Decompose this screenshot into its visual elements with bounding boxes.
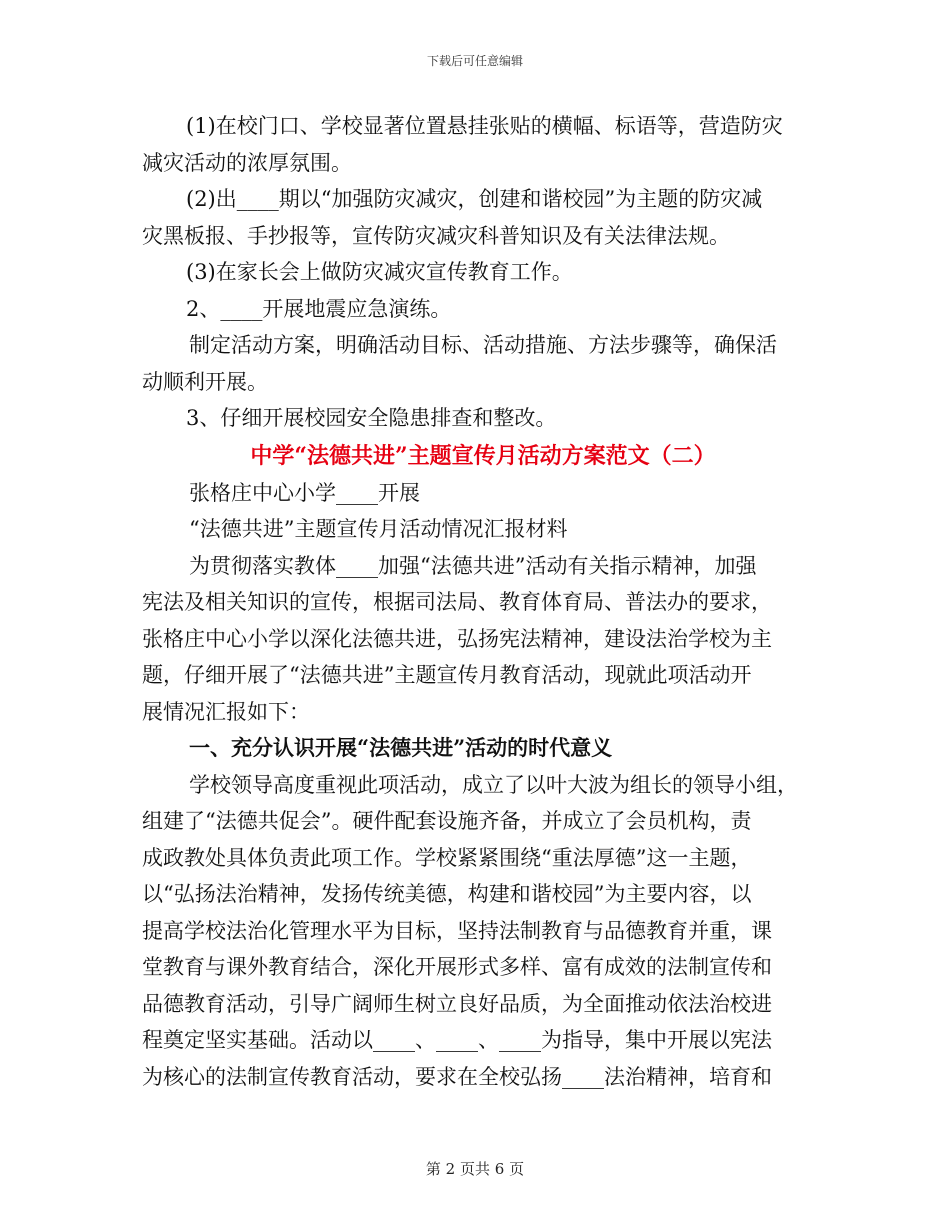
document-body bbox=[142, 108, 812, 1095]
section-heading: 一、充分认识开展“法德共进”活动的时代意义 bbox=[189, 735, 613, 760]
paragraph-line: 品德教育活动，引导广阔师生树立良好品质，为全面推动依法治校进 bbox=[142, 991, 772, 1016]
paragraph-line: 提高学校法治化管理水平为目标，坚持法制教育与品德教育并重，课 bbox=[142, 918, 772, 943]
paragraph-line: 张格庄中心小学____开展 bbox=[189, 480, 420, 505]
paragraph-line: 为贯彻落实教体____加强“法德共进”活动有关指示精神，加强 bbox=[189, 553, 757, 578]
paragraph-line: 减灾活动的浓厚氛围。 bbox=[142, 150, 352, 175]
page-footer: 第 2 页共 6 页 bbox=[425, 1160, 525, 1178]
paragraph-line: 张格庄中心小学以深化法德共进，弘扬宪法精神，建设法治学校为主 bbox=[142, 626, 772, 651]
paragraph-line: 堂教育与课外教育结合，深化开展形式多样、富有成效的法制宣传和 bbox=[142, 955, 772, 979]
page-header: 下载后可任意编辑 bbox=[426, 54, 523, 68]
paragraph-line: (3)在家长会上做防灾减灾宣传教育工作。 bbox=[186, 260, 573, 284]
paragraph-line: 宪法及相关知识的宣传，根据司法局、教育体育局、普法办的要求， bbox=[142, 590, 772, 614]
paragraph-line: 为核心的法制宣传教育活动，要求在全校弘扬____法治精神，培育和 bbox=[142, 1064, 772, 1089]
paragraph-line: 学校领导高度重视此项活动，成立了以叶大波为组长的领导小组， bbox=[189, 772, 798, 797]
paragraph-line: “法德共进”主题宣传月活动情况汇报材料 bbox=[189, 517, 568, 541]
paragraph-line: 以“弘扬法治精神，发扬传统美德，构建和谐校园”为主要内容，以 bbox=[142, 882, 752, 906]
paragraph-line: 灾黑板报、手抄报等，宣传防灾减灾科普知识及有关法律法规。 bbox=[142, 223, 730, 248]
paragraph-line: 程奠定坚实基础。活动以____、____、____为指导，集中开展以宪法 bbox=[142, 1028, 772, 1052]
paragraph-line: 展情况汇报如下： bbox=[142, 699, 310, 724]
paragraph-line: (2)出____期以“加强防灾减灾，创建和谐校园”为主题的防灾减 bbox=[186, 187, 763, 211]
paragraph-line: 成政教处具体负责此项工作。学校紧紧围绕“重法厚德”这一主题， bbox=[142, 845, 752, 870]
paragraph-line: 2、____开展地震应急演练。 bbox=[186, 296, 452, 321]
paragraph-line: 题，仔细开展了“法德共进”主题宣传月教育活动，现就此项活动开 bbox=[142, 663, 752, 687]
paragraph-line: 动顺利开展。 bbox=[142, 369, 268, 394]
paragraph-line: (1)在校门口、学校显著位置悬挂张贴的横幅、标语等，营造防灾 bbox=[186, 114, 783, 138]
section-title: 中学“法德共进”主题宣传月活动方案范文（二） bbox=[250, 442, 716, 469]
paragraph-line: 3、仔细开展校园安全隐患排查和整改。 bbox=[186, 406, 557, 430]
paragraph-line: 制定活动方案，明确活动目标、活动措施、方法步骤等，确保活 bbox=[189, 333, 777, 357]
paragraph-line: 组建了“法德共促会”。硬件配套设施齐备，并成立了会员机构，责 bbox=[142, 809, 752, 833]
